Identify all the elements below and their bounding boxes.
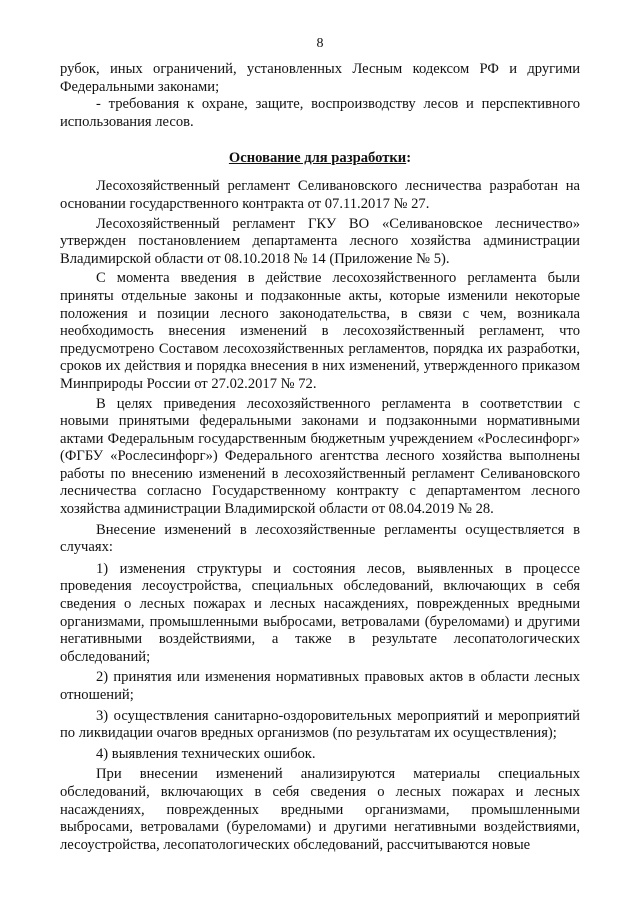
- paragraph-cases-intro: Внесение изменений в лесохозяйственные регламенты осуществляется в случаях:: [60, 521, 580, 556]
- paragraph-analysis: При внесении изменений анализируются материалы специальных обследований, включающих в себя сведения о лесных пожарах и лесных насаждениях, поврежденных вредными организмами, промышленными выбросами, ветровалами (буреломами) и другими негативными воздействиями, лесоустройства, лесопатологических обследований, рассчитываются новые: [60, 766, 580, 853]
- paragraph-contract: Лесохозяйственный регламент Селивановского лесничества разработан на основании государственного контракта от 07.11.2017 № 27.: [60, 178, 580, 212]
- list-item-case-3: 3) осуществления санитарно-оздоровительных мероприятий и мероприятий по ликвидации очагов вредных организмов (по результатам их осуществления);: [60, 707, 580, 742]
- section-heading-text: Основание для разработки: [228, 150, 407, 167]
- list-item-case-1: 1) изменения структуры и состояния лесов, выявленных в процессе проведения лесоустройства, специальных обследований, включающих в себя сведения о лесных пожарах и лесных насаждениях, поврежденных вредными организмами, промышленными выбросами, ветровалами (буреломами) и другими негативными воздействиями, а также в результате лесопатологических обследований;: [60, 560, 580, 665]
- section-heading: [60, 149, 580, 167]
- paragraph-approval: Лесохозяйственный регламент ГКУ ВО «Селивановское лесничество» утвержден постановлением департамента лесного хозяйства администрации Владимирской области от 08.10.2018 № 14 (Приложение № 5).: [60, 215, 580, 267]
- page-number: 8: [316, 36, 324, 51]
- document-body: [60, 61, 580, 854]
- list-item-case-4: 4) выявления технических ошибок.: [96, 745, 316, 762]
- intro-paragraph: рубок, иных ограничений, установленных Лесным кодексом РФ и другими Федеральными законами;: [60, 61, 580, 95]
- paragraph-rosleinforg-works: В целях приведения лесохозяйственного регламента в соответствии с новыми принятыми федеральными законами и подзаконными нормативными актами Федеральным государственным бюджетным учреждением «Рослесинфорг» (ФГБУ «Рослесинфорг») Федерального агентства лесного хозяйства выполнены работы по внесению изменений в лесохозяйственный регламент Селивановского лесничества согласно Государственному контракту с департаментом лесного хозяйства администрации Владимирской области от 08.04.2019 № 28.: [60, 395, 580, 518]
- paragraph-legislation-changes: С момента введения в действие лесохозяйственного регламента были приняты отдельные законы и подзаконные акты, которые изменили некоторые положения и позиции лесного законодательства, в связи с чем, возникала необходимость внесения изменений в лесохозяйственный регламент, что предусмотрено Составом лесохозяйственных регламентов, порядка их разработки, сроков их действия и порядка внесения в них изменений, утвержденного приказом Минприроды России от 27.02.2017 № 72.: [60, 270, 580, 392]
- intro-bullet: - требования к охране, защите, воспроизводству лесов и перспективного использования лесов.: [60, 96, 580, 130]
- section-heading-colon: :: [406, 150, 412, 167]
- list-item-case-2: 2) принятия или изменения нормативных правовых актов в области лесных отношений;: [60, 669, 580, 703]
